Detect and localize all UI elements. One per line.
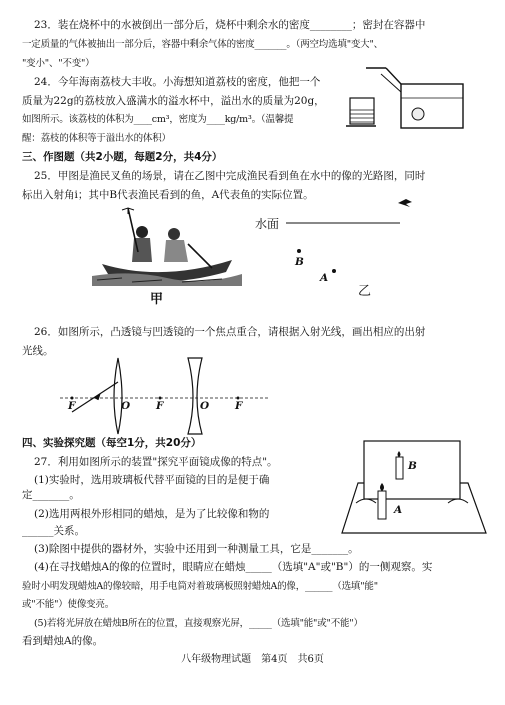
lens-label-O1: O (121, 400, 131, 412)
plane-mirror-setup (340, 437, 488, 537)
label-A: A (320, 272, 329, 284)
lens-label-F3: F (235, 400, 243, 412)
q27-p4c: 或"不能"）使像变亮。 (22, 599, 115, 610)
mirror-label-B: B (408, 460, 417, 472)
q24-line3: 如图所示。该荔枝的体积为____cm³，密度为____kg/m³。（温馨提 (22, 114, 294, 125)
point-B-dot (296, 248, 302, 254)
section3-heading: 三、作图题（共2小题，每题2分，共4分） (22, 151, 223, 163)
q27-p1a: (1)实验时，选用玻璃板代替平面镜的目的是便于确 (34, 474, 270, 486)
point-A-dot (331, 268, 337, 274)
page-footer: 八年级物理试题 第4页 共6页 (181, 654, 324, 665)
q27-p2b: ______关系。 (22, 525, 85, 537)
section4-heading: 四、实验探究题（每空1分，共20分） (22, 437, 202, 449)
q27-p5b: 看到蜡烛A的像。 (22, 635, 104, 647)
q27-p2a: (2)选用两根外形相同的蜡烛，是为了比较像和物的 (34, 508, 270, 520)
q25-line1: 25．甲图是渔民叉鱼的场景，请在乙图中完成渔民看到鱼在水中的像的光路图，同时 (34, 170, 426, 182)
q27-p5a: (5)若将光屏放在蜡烛B所在的位置，直接观察光屏，_____（选填"能"或"不能"） (34, 618, 363, 629)
label-jia: 甲 (150, 292, 164, 307)
lens-label-F2: F (156, 400, 164, 412)
q24-line1: 24．今年海南荔枝大丰收。小海想知道荔枝的密度，他把一个 (34, 76, 321, 88)
water-surface-line (286, 222, 406, 226)
q26-line2: 光线。 (22, 345, 54, 357)
q27-p4a: (4)在寻找蜡烛A的像的位置时，眼睛应在蜡烛_____（选填"A"或"B"）的一侧观察。实 (34, 561, 433, 573)
overflow-cup-figure (346, 62, 486, 132)
label-yi: 乙 (358, 284, 372, 299)
lens-diagram (60, 356, 275, 436)
mirror-label-A: A (394, 504, 403, 516)
q24-line2: 质量为22g的荔枝放入盛满水的溢水杯中，溢出水的质量为20g， (22, 95, 325, 107)
q27-p1b: 定_______。 (22, 489, 80, 501)
q23-line1: 23．装在烧杯中的水被倒出一部分后，烧杯中剩余水的密度________；密封在容器中 (34, 19, 426, 31)
label-B: B (295, 256, 304, 268)
q27-line1: 27．利用如图所示的装置"探究平面镜成像的特点"。 (34, 456, 278, 468)
q23-line2: 一定质量的气体被抽出一部分后，容器中剩余气体的密度_______。（两空均选填"变大"、 (22, 39, 383, 50)
label-water-surface: 水面 (255, 217, 280, 231)
q25-line2: 标出入射角i；其中B代表渔民看到的鱼，A代表鱼的实际位置。 (22, 189, 314, 201)
q27-p4b: 验时小明发现蜡烛A的像较暗，用手电筒对着玻璃板照射蜡烛A的像，______（选填"能" (22, 581, 378, 592)
eye-icon (398, 198, 412, 208)
lens-label-F1: F (68, 400, 76, 412)
q24-line4: 醒：荔枝的体积等于溢出水的体积） (22, 133, 171, 144)
q23-line3: "变小"、"不变"） (22, 58, 95, 69)
lens-label-O2: O (200, 400, 210, 412)
q27-p3: (3)除图中提供的器材外，实验中还用到一种测量工具，它是_______。 (34, 543, 359, 555)
fisherman-illustration (92, 208, 242, 286)
q26-line1: 26．如图所示，凸透镜与凹透镜的一个焦点重合，请根据入射光线，画出相应的出射 (34, 326, 426, 338)
